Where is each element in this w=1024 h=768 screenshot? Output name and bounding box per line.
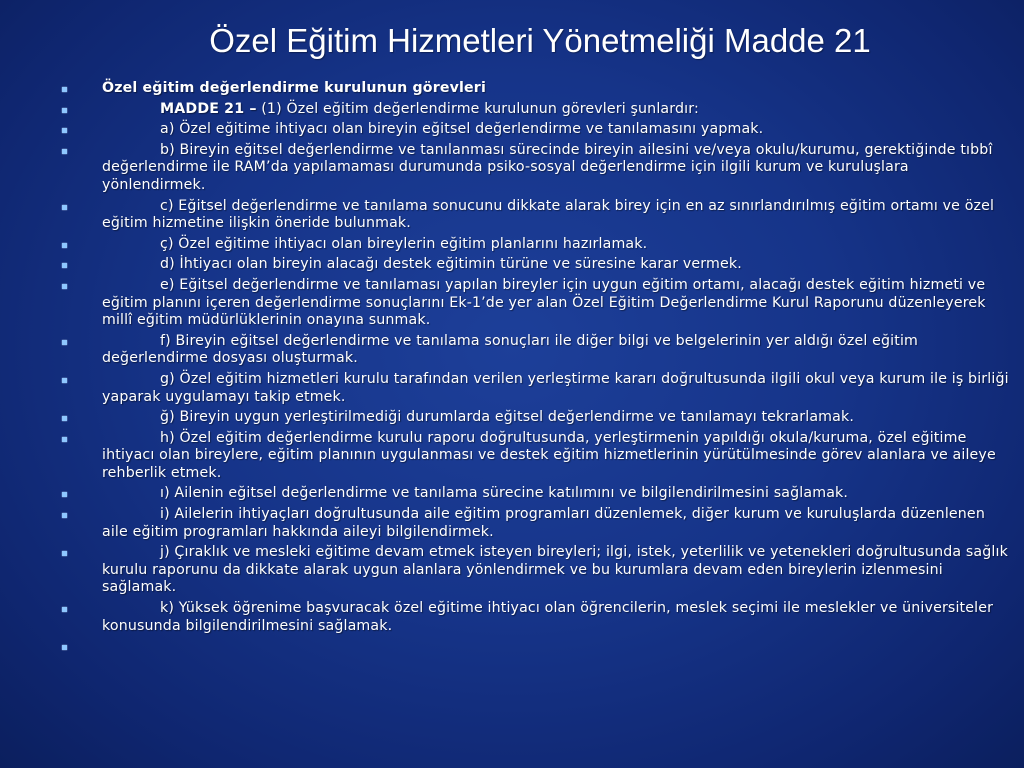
square-bullet-icon xyxy=(62,513,67,518)
list-item xyxy=(60,277,1012,330)
list-item xyxy=(60,371,1012,406)
heading-text: Özel eğitim değerlendirme kurulunun görevleri xyxy=(102,80,486,96)
square-bullet-icon xyxy=(62,437,67,442)
list-item xyxy=(60,485,1012,503)
item-text: j) Çıraklık ve mesleki eğitime devam etmek isteyen bireyleri; ilgi, istek, yeterlilik ve yetenekleri doğrultusunda sağlık kurulu raporunu da dikkate alarak uygun alanlara yönlendirmek ve bu kurumlara devam eden bireylerin izlenmesini sağlamak. xyxy=(102,544,1008,596)
square-bullet-icon xyxy=(62,551,67,556)
item-text: b) Bireyin eğitsel değerlendirme ve tanılanması sürecinde bireyin ailesini ve/veya okulu/kurumu, gerektiğinde tıbbî değerlendirme ile RAM’da yapılamaması durumunda psiko-sosyal değerlendirme için ilgili kurum ve kuruluşlara yönlendirmek. xyxy=(102,141,993,193)
square-bullet-icon xyxy=(62,492,67,497)
square-bullet-icon xyxy=(62,87,67,92)
list-item-heading xyxy=(60,80,1012,98)
square-bullet-icon xyxy=(62,378,67,383)
item-text: f) Bireyin eğitsel değerlendirme ve tanılama sonuçları ile diğer bilgi ve belgelerinin yer aldığı özel eğitim değerlendirme dosyası oluşturmak. xyxy=(102,332,919,367)
item-text: h) Özel eğitim değerlendirme kurulu raporu doğrultusunda, yerleştirmenin yapıldığı okula/kuruma, özel eğitime ihtiyacı olan bireylere, eğitim planının uygulanması ve destek eğitim hizmetlerinin yürütülmesinde görev alanlara ve aileye rehberlik etmek. xyxy=(102,429,996,481)
madde-text: (1) Özel eğitim değerlendirme kurulunun görevleri şunlardır: xyxy=(261,100,699,117)
item-text: ç) Özel eğitime ihtiyacı olan bireylerin eğitim planlarını hazırlamak. xyxy=(160,235,648,252)
square-bullet-icon xyxy=(62,243,67,248)
list-item xyxy=(60,544,1012,597)
square-bullet-icon xyxy=(62,284,67,289)
item-text: i) Ailelerin ihtiyaçları doğrultusunda aile eğitim programları düzenlemek, diğer kurum ve kuruluşlarda düzenlenen aile eğitim programları hakkında aileyi bilgilendirmek. xyxy=(102,506,985,540)
square-bullet-icon xyxy=(62,205,67,210)
square-bullet-icon xyxy=(62,263,67,268)
square-bullet-icon xyxy=(62,108,67,113)
item-text: c) Eğitsel değerlendirme ve tanılama sonucunu dikkate alarak birey için en az sınırlandırılmış eğitim ortamı ve özel eğitim hizmetine ilişkin öneride bulunmak. xyxy=(102,197,995,232)
square-bullet-icon xyxy=(62,149,67,154)
item-text: ğ) Bireyin uygun yerleştirilmediği durumlarda eğitsel değerlendirme ve tanılamayı tekrarlamak. xyxy=(160,409,854,426)
list-item xyxy=(60,142,1012,195)
square-bullet-icon xyxy=(62,128,67,133)
list-item-madde xyxy=(60,101,1012,119)
bullet-list xyxy=(60,80,1012,659)
list-item xyxy=(60,333,1012,368)
square-bullet-icon xyxy=(62,416,67,421)
square-bullet-icon xyxy=(62,340,67,345)
list-item xyxy=(60,256,1012,274)
list-item xyxy=(60,430,1012,483)
list-item xyxy=(60,409,1012,427)
item-text: g) Özel eğitim hizmetleri kurulu tarafından verilen yerleştirme kararı doğrultusunda ilgili okul veya kurum ile iş birliği yaparak uygulamayı takip etmek. xyxy=(102,370,1009,405)
item-text: e) Eğitsel değerlendirme ve tanılaması yapılan bireyler için uygun eğitim ortamı, alacağı destek eğitim hizmeti ve eğitim planını içeren değerlendirme sonuçlarını Ek-1’de yer alan Özel Eğitim Değerlendirme Kurul Raporunu düzenleyerek millî eğitim müdürlüklerinin onayına sunmak. xyxy=(102,276,986,329)
list-item xyxy=(60,600,1012,635)
list-item xyxy=(60,121,1012,139)
square-bullet-icon xyxy=(62,607,67,612)
item-text: k) Yüksek öğrenime başvuracak özel eğitime ihtiyacı olan öğrencilerin, meslek seçimi ile meslekler ve üniversiteler konusunda bilgilendirilmesini sağlamak. xyxy=(102,600,994,634)
list-item xyxy=(60,236,1012,254)
list-item xyxy=(60,506,1012,541)
item-text: ı) Ailenin eğitsel değerlendirme ve tanılama sürecine katılımını ve bilgilendirilmesini sağlamak. xyxy=(160,485,849,502)
madde-label: MADDE 21 – xyxy=(160,100,257,117)
item-text: a) Özel eğitime ihtiyacı olan bireyin eğitsel değerlendirme ve tanılamasını yapmak. xyxy=(160,121,764,138)
list-item xyxy=(60,198,1012,233)
item-text: d) İhtiyacı olan bireyin alacağı destek eğitimin türüne ve süresine karar vermek. xyxy=(160,256,742,273)
slide-title: Özel Eğitim Hizmetleri Yönetmeliği Madde 21 xyxy=(209,22,871,59)
square-bullet-icon xyxy=(62,645,67,650)
list-item-empty xyxy=(60,638,1012,656)
